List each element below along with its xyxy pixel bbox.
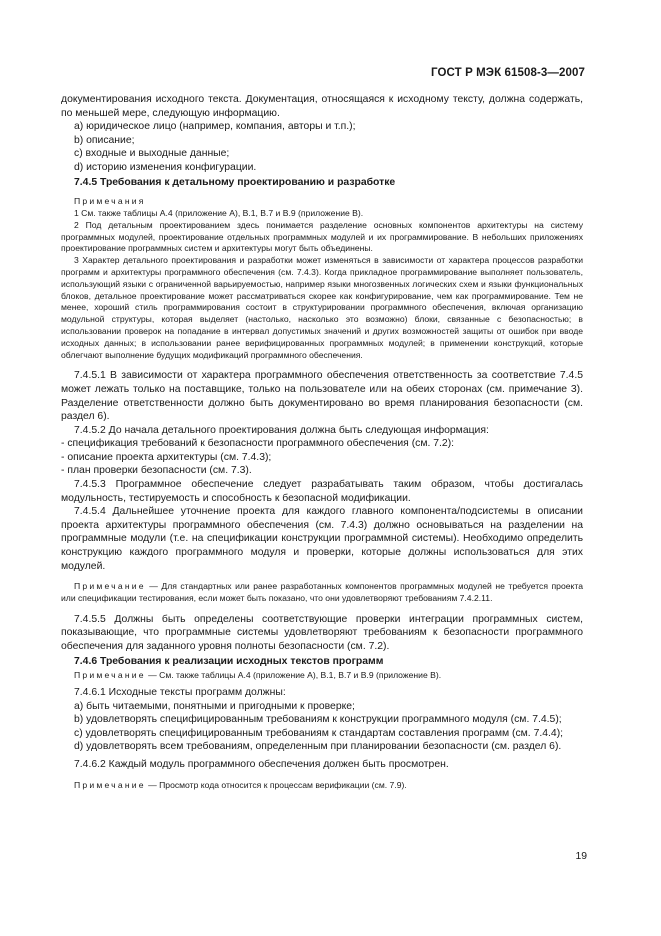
list-item: - описание проекта архитектуры (см. 7.4.3);: [61, 451, 272, 463]
paragraph-7-4-5-4: 7.4.5.4 Дальнейшее уточнение проекта для каждого главного компонента/подсистемы в описании проекта архитектуры программного обеспечения (см. 7.4.3) должно основываться на разделении на программные модули (т.е. на спецификации конструкции программной системы). Необходимо определить конструкцию каждого программного модуля и проверки, которые должны использоваться для этих модулей.: [61, 506, 583, 572]
intro-item-c: c) входные и выходные данные;: [74, 148, 230, 160]
paragraph-7-4-5-3: 7.4.5.3 Программное обеспечение следует разрабатывать таким образом, чтобы достигалась модульность, тестируемость и способность к безопасной модификации.: [61, 479, 583, 504]
paragraph-7-4-5-1: 7.4.5.1 В зависимости от характера программного обеспечения ответственность за соответствие 7.4.5 может лежать только на поставщике, только на пользователе или на обеих сторонах (см. примечание 3). Разделение ответственности должно быть документировано во время планирования безопасности (см. раздел 6).: [61, 370, 583, 423]
intro-item-a: a) юридическое лицо (например, компания, авторы и т.п.);: [74, 121, 356, 133]
note-label: Примечание: [74, 779, 146, 790]
list-item-d: d) удовлетворять всем требованиям, определенным при планировании безопасности (см. раздел 6).: [74, 741, 562, 753]
note-2: 2 Под детальным проектированием здесь понимается разделение основных компонентов архитектуры на систему программных модулей, проектирование отдельных программных модулей и их программирование. В небольших приложениях проектирование программных систем и архитектуры могут быть объединены.: [61, 219, 583, 254]
list-item: - план проверки безопасности (см. 7.3).: [61, 465, 252, 477]
note-label: Примечание: [74, 670, 146, 681]
note-label: Примечание: [74, 581, 146, 592]
list-item-b: b) удовлетворять специфицированным требованиям к конструкции программного модуля (см. 7.4.5);: [74, 714, 562, 726]
list-item: - спецификация требований к безопасности программного обеспечения (см. 7.2):: [61, 438, 455, 450]
paragraph-7-4-5-2: 7.4.5.2 До начала детального проектирования должна быть следующая информация:: [74, 424, 489, 436]
note-7-4-6: [61, 670, 583, 682]
standard-header: ГОСТ Р МЭК 61508-3—2007: [431, 67, 585, 79]
paragraph-7-4-6-1: 7.4.6.1 Исходные тексты программ должны:: [74, 686, 286, 698]
note-text: — Просмотр кода относится к процессам верификации (см. 7.9).: [145, 779, 407, 790]
note-7-4-5-4: [61, 581, 583, 605]
list-item-a: a) быть читаемыми, понятными и пригодными к проверке;: [74, 700, 355, 712]
note-text: — Для стандартных или ранее разработанных компонентов программных модулей не требуется проекта или спецификации тестирования, если может быть показано, что они удовлетворяют требованиям 7.4.2.11.: [61, 581, 583, 604]
notes-block-7-4-5: [61, 196, 583, 361]
section-heading-7-4-5: 7.4.5 Требования к детальному проектированию и разработке: [74, 176, 396, 188]
note-3: 3 Характер детального проектирования и разработки может изменяться в зависимости от характера процессов разработки программ и архитектуры программного обеспечения (см. 7.4.3). Когда прикладное программирование выполняет пользователь, использующий языки с ограниченной варьируемостью, например языки многозвенных логических схем и языки функциональных блоков, детальное проектирование может рассматриваться скорее как конфигурирование, чем как программирование. Тем не менее, хороший стиль программирования состоит в структурировании программного обеспечения, включая организацию модульной структуры, которая выделяет (настолько, насколько это возможно) блоки, связанные с безопасностью; в использовании проверок на попадание в интервал допустимых значений и других возможностей защиты от ошибок при вводе исходных данных; в использовании ранее верифицированных программных модулей; в применении конструкций, которые облегчают выполнение будущих модификаций программного обеспечения.: [61, 255, 583, 360]
intro-item-d: d) историю изменения конфигурации.: [74, 161, 257, 173]
note-1: 1 См. также таблицы А.4 (приложение А), В.1, В.7 и В.9 (приложение В).: [74, 207, 364, 218]
page-number: 19: [575, 851, 587, 862]
note-7-4-6-2: [61, 780, 583, 792]
page-content: [61, 93, 583, 791]
paragraph-7-4-5-5: 7.4.5.5 Должны быть определены соответствующие проверки интеграции программных систем, показывающие, что программные системы удовлетворяют требованиям к безопасности программного обеспечения для заданного уровня полноты безопасности (см. 7.2).: [61, 613, 583, 652]
list-item-c: c) удовлетворять специфицированным требованиям к стандартам составления программ (см. 7.4.4);: [74, 727, 564, 739]
notes-title: Примечания: [74, 196, 146, 207]
intro-paragraph: документирования исходного текста. Документация, относящаяся к исходному тексту, должна содержать, по меньшей мере, следующую информацию.: [61, 94, 583, 119]
intro-item-b: b) описание;: [74, 134, 135, 146]
note-text: — См. также таблицы А.4 (приложение А), В.1, В.7 и В.9 (приложение В).: [145, 670, 442, 681]
section-heading-7-4-6: 7.4.6 Требования к реализации исходных текстов программ: [74, 655, 384, 667]
paragraph-7-4-6-2: 7.4.6.2 Каждый модуль программного обеспечения должен быть просмотрен.: [74, 758, 449, 770]
